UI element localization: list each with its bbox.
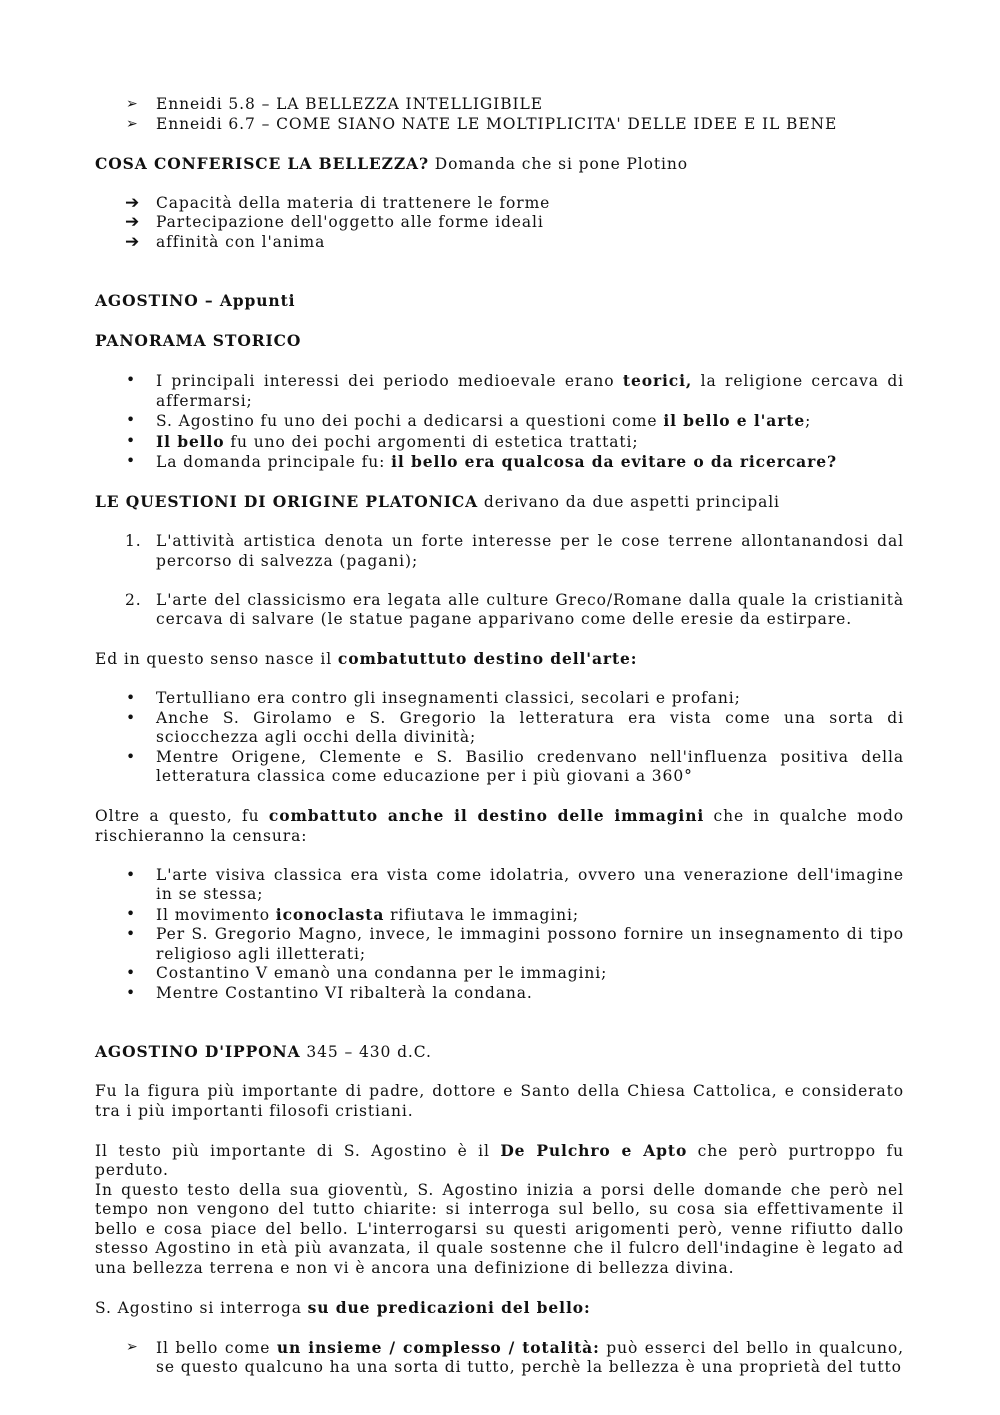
list-item: ➔ affinità con l'anima [125,231,326,252]
bold-arrow-bullet-icon: ➔ [125,212,141,232]
ippona-paragraph: Il testo più importante di S. Agostino è il De Pulchro e Apto che però purtroppo fu perduto. [95,1140,904,1179]
list-item: • I principali interessi dei periodo medioevale erano teorici, la religione cercava di affermarsi; [126,371,904,410]
arrowhead-bullet-icon: ➢ [126,96,139,112]
round-bullet-icon: • [126,983,137,1002]
list-item: ➔ Capacità della materia di trattenere le forme [125,192,551,213]
round-bullet-icon: • [126,904,137,923]
list-item: 2. L'arte del classicismo era legata alle culture Greco/Romane dalla quale la cristianità cercava di salvare (le statue pagane apparivano come delle eresie da estirpare. [125,590,904,628]
images-list [95,866,904,1004]
list-item: • Tertulliano era contro gli insegnamenti classici, secolari e profani; [126,689,741,707]
images-intro: Oltre a questo, fu combattuto anche il destino delle immagini che in qualche modo rischieranno la censura: [95,806,904,845]
ippona-paragraph: In questo testo della sua gioventù, S. Agostino inizia a porsi delle domande che però nel tempo non vengono del tutto chiarite: si interroga sul bello, su cosa sia effettivamente il bello e cosa piace del bello. L'interrogarsi su questi arigomenti però, venne rifiutto dallo stesso Agostino in età più avanzata, il quale sostenne che il fulcro dell'indagine è legato ad una bellezza terrena e non vi è ancora una definizione di bellezza divina. [95,1180,904,1277]
round-bullet-icon: • [126,371,137,389]
predication-list [95,1338,904,1378]
round-bullet-icon: • [126,411,137,429]
predications-intro: S. Agostino si interroga su due predicazioni del bello: [95,1297,591,1317]
ippona-heading: AGOSTINO D'IPPONA 345 – 430 d.C. [95,1042,432,1061]
round-bullet-icon: • [126,708,137,727]
list-item: • Mentre Costantino VI ribalterà la condana. [126,983,533,1002]
list-item: • Il bello fu uno dei pochi argomenti di estetica trattati; [126,431,639,451]
list-item: • Mentre Origene, Clemente e S. Basilio credenvano nell'influenza positiva della letteratura classica come educazione per i più giovani a 360° [126,747,904,785]
arrowhead-bullet-icon: ➢ [126,1338,139,1355]
list-item: ➢ Enneidi 5.8 – LA BELLEZZA INTELLIGIBILE [126,95,543,113]
list-item: • Anche S. Girolamo e S. Gregorio la letteratura era vista come una sorta di sciocchezza agli occhi della divinità; [126,708,904,746]
panorama-heading: PANORAMA STORICO [95,331,302,350]
panorama-list [95,371,904,473]
bold-arrow-bullet-icon: ➔ [125,192,141,213]
beauty-list [95,194,904,253]
agostino-heading: AGOSTINO – Appunti [95,291,296,310]
list-item: • S. Agostino fu uno dei pochi a dedicarsi a questioni come il bello e l'arte; [126,411,812,430]
platonic-list [95,532,904,630]
list-item: • La domanda principale fu: il bello era qualcosa da evitare o da ricercare? [126,452,837,471]
enneadi-list [95,95,904,134]
list-item: • Costantino V emanò una condanna per le immagini; [126,964,608,982]
list-item: • Per S. Gregorio Magno, invece, le immagini possono fornire un insegnamento di tipo religioso agli illetterati; [126,925,904,963]
round-bullet-icon: • [126,964,137,982]
list-item: 1. L'attività artistica denota un forte interesse per le cose terrene allontanandosi dal percorso di salvezza (pagani); [125,532,904,570]
round-bullet-icon: • [126,747,137,766]
list-item: ➢ Enneidi 6.7 – COME SIANO NATE LE MOLTIPLICITA' DELLE IDEE E IL BENE [126,114,838,133]
bold-arrow-bullet-icon: ➔ [125,231,141,252]
round-bullet-icon: • [126,452,137,470]
list-item: ➢ Il bello come un insieme / complesso / totalità: può esserci del bello in qualcuno, se questo qualcuno ha una sorta di tutto, perchè la bellezza è una proprietà del tutto [126,1337,904,1376]
combat-intro: Ed in questo senso nasce il combatuttuto destino dell'arte: [95,649,638,668]
round-bullet-icon: • [126,431,137,450]
platonic-heading: LE QUESTIONI DI ORIGINE PLATONICA derivano da due aspetti principali [95,492,780,511]
round-bullet-icon: • [126,689,137,707]
round-bullet-icon: • [126,925,137,943]
round-bullet-icon: • [126,865,137,884]
list-item: • L'arte visiva classica era vista come idolatria, ovvero una venerazione dell'imagine in se stessa; [126,865,904,903]
ippona-paragraph: Fu la figura più importante di padre, dottore e Santo della Chiesa Cattolica, e considerato tra i più importanti filosofi cristiani. [95,1082,904,1120]
list-item: ➔ Partecipazione dell'oggetto alle forme ideali [125,212,544,232]
arrowhead-bullet-icon: ➢ [126,115,139,132]
list-item: • Il movimento iconoclasta rifiutava le immagini; [126,904,580,924]
beauty-question: COSA CONFERISCE LA BELLEZZA? Domanda che si pone Plotino [95,153,688,173]
combat-list [95,689,904,787]
